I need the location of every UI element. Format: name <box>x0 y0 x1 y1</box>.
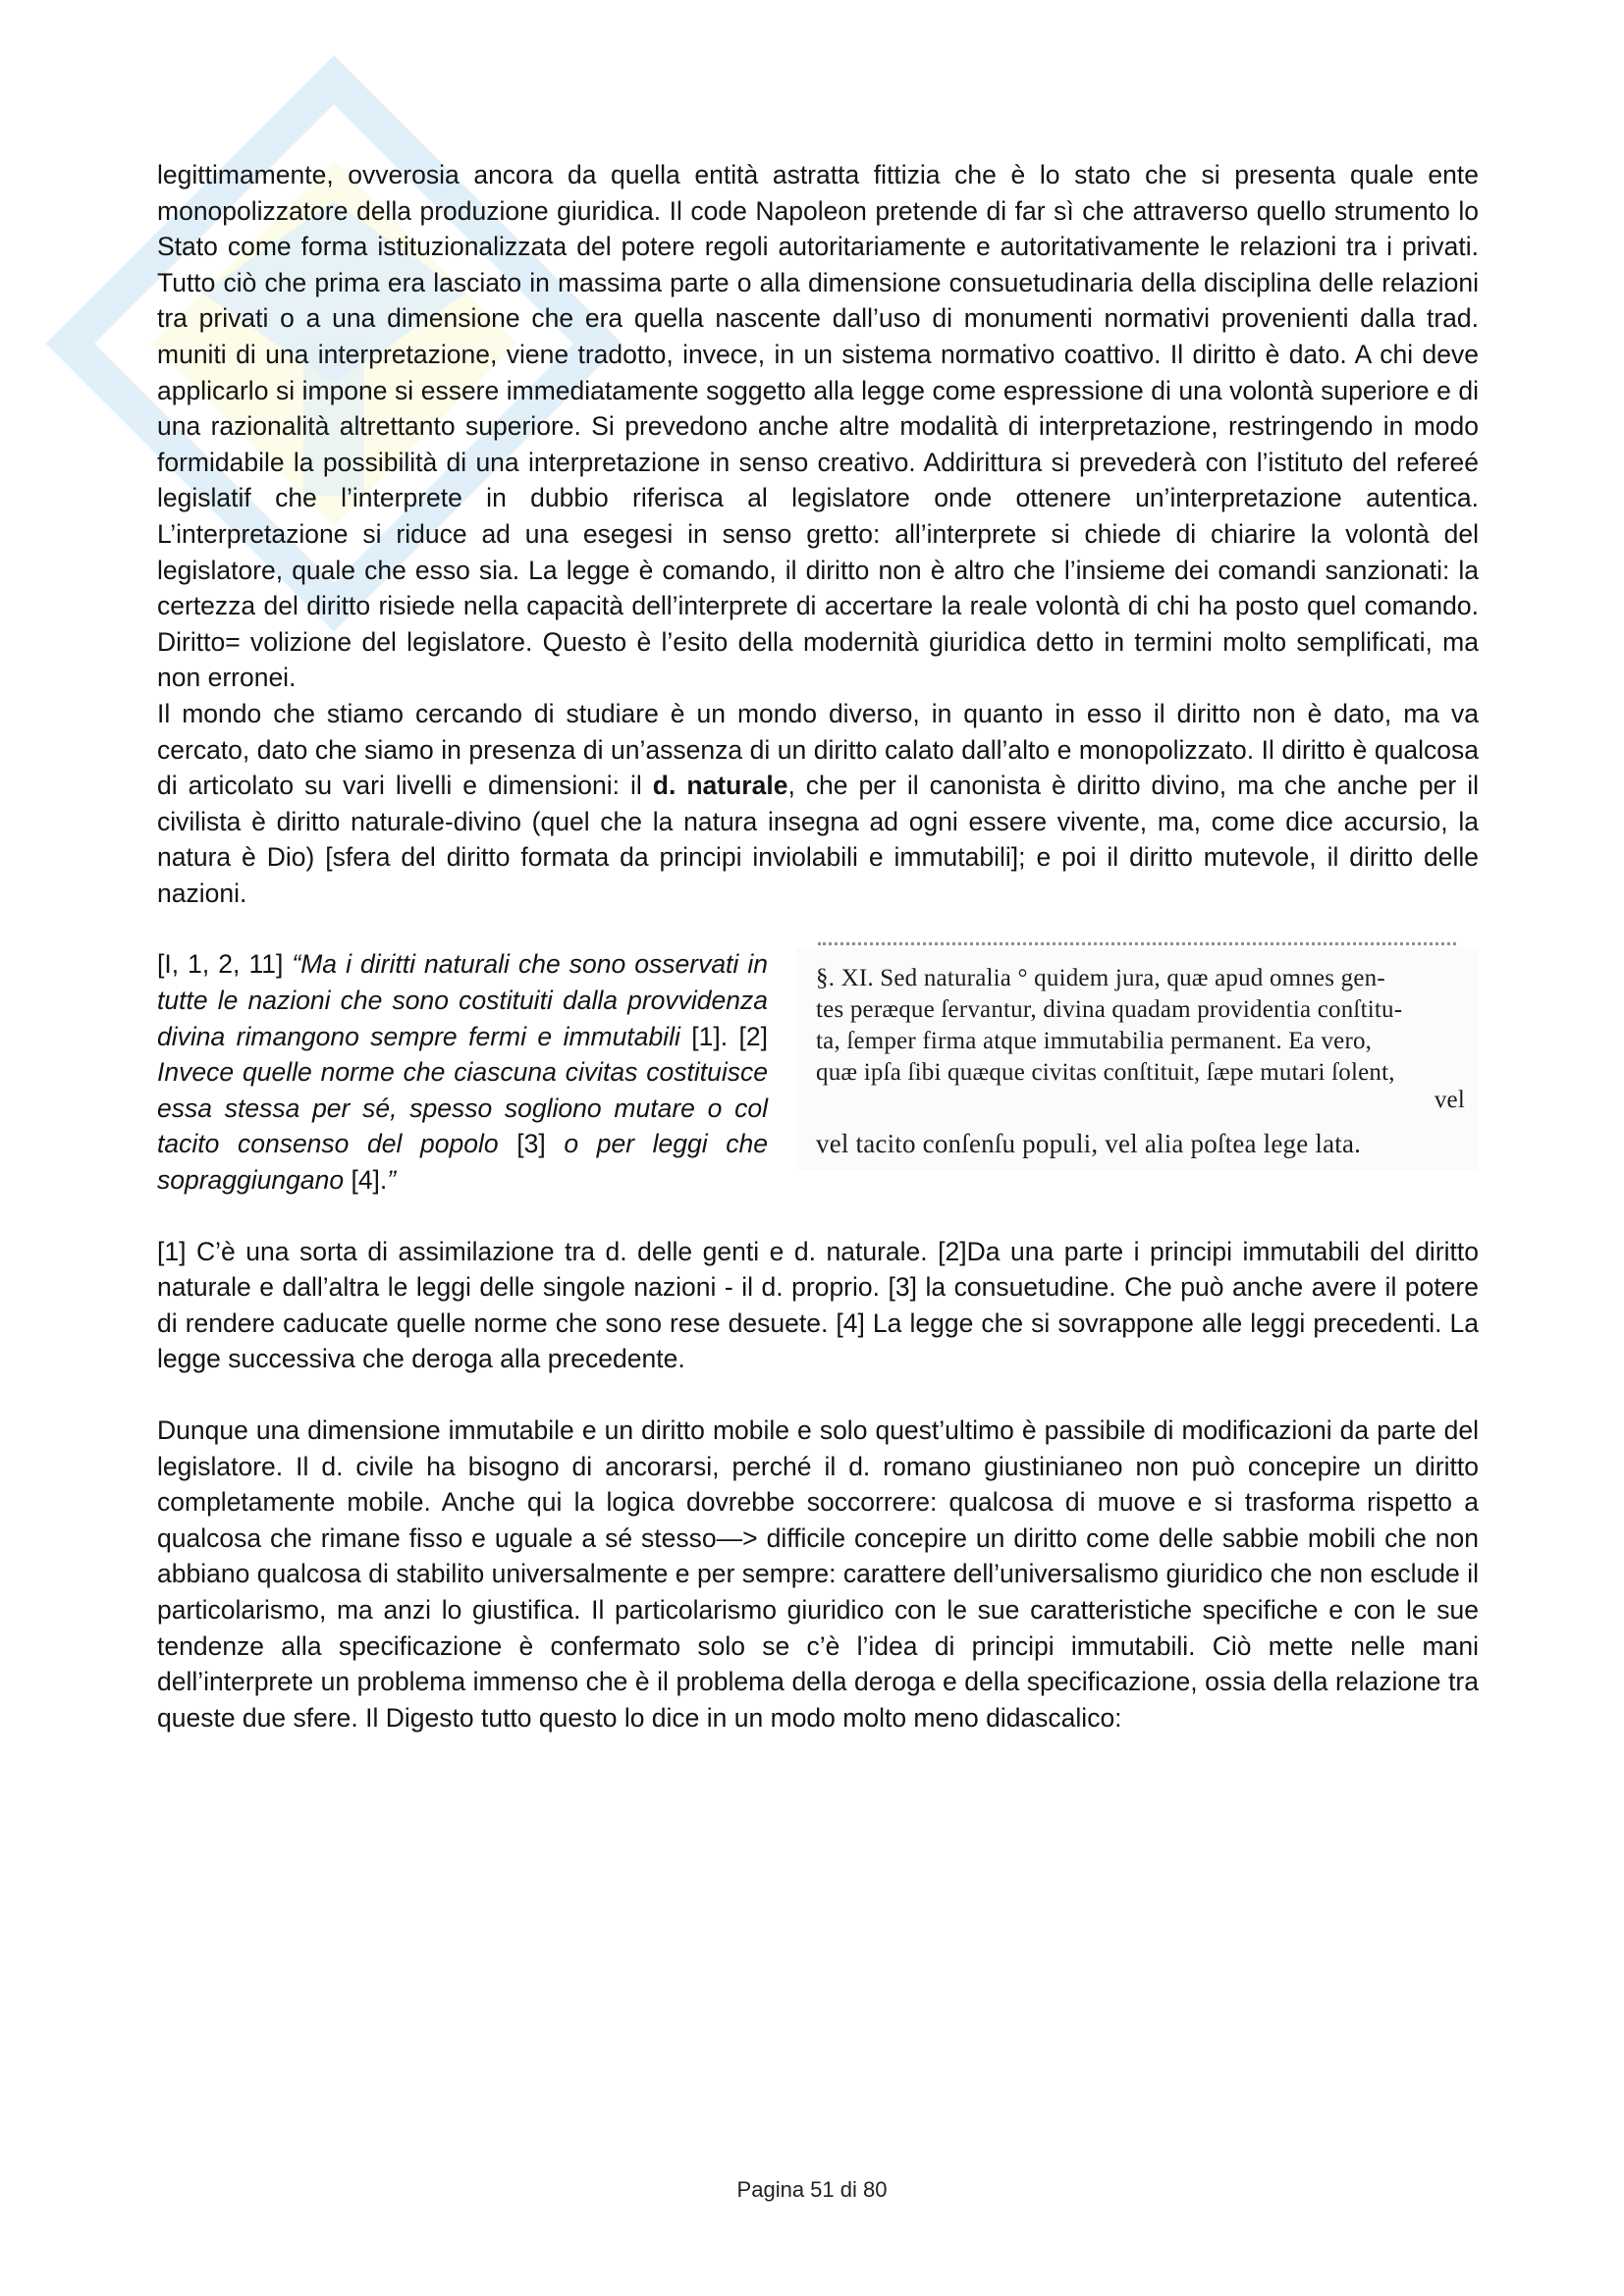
latin-line-3: ta, ſemper firma atque immutabilia permanent. Ea vero, <box>816 1028 1373 1055</box>
scan-top-marks <box>818 942 1456 955</box>
quote-part-3: o per leggi che sopraggiungano <box>157 1129 769 1196</box>
quote-part-2: Invece quelle norme che ciascuna civitas costituisce essa stessa per sé, spesso sogliono mutare o col tacito consenso del popolo <box>157 1057 768 1159</box>
paragraph-1: legittimamente, ovverosia ancora da quella entità astratta fittizia che è lo stato che si presenta quale ente monopolizzatore della produzione giuridica. Il code Napoleon pretende di far sì che attraverso quello strumento lo Stato come forma istituzionalizzata del potere regoli autoritariamente e autoritativamente le relazioni tra i privati. Tutto ciò che prima era lasciato in massima parte o alla dimensione consuetudinaria della disciplina delle relazioni tra privati o a una dimensione che era quella nascente dall’uso di monumenti normativi provenienti dalla trad. muniti di una interpretazione, viene tradotto, invece, in un sistema normativo coattivo. Il diritto è dato. A chi deve applicarlo si impone si essere immediatamente soggetto alla legge come espressione di una volontà superiore e di una razionalità altrettanto superiore. Si prevedono anche altre modalità di interpretazione, restringendo in modo formidabile la possibilità di una interpretazione in senso creativo. Addirittura si prevederà con l’istituto del refereé legislatif che l’interprete in dubbio riferisca al legislatore onde ottenere un’interpretazione autentica. L’interpretazione si riduce ad una esegesi in senso gretto: all’interprete si chiede di chiarire la volontà del legislatore, quale che esso sia. La legge è comando, il diritto non è altro che l’insieme dei comandi sanzionati: la certezza del diritto risiede nella capacità dell’interprete di accertare la reale volontà di chi ha posto quel comando. Diritto= volizione del legislatore. Questo è l’esito della modernità giuridica detto in termini molto semplificati, ma non erronei. <box>157 160 1479 693</box>
quote-ref: [I, 1, 2, 11] <box>157 949 293 980</box>
latin-line-4: quæ ipſa ſibi quæque civitas conſtituit, ſæpe mutari ſolent, <box>816 1059 1395 1087</box>
latin-excerpt-image <box>796 948 1479 1170</box>
quote-marker-1: [1]. [2] <box>679 1021 768 1051</box>
quote-marker-2: [3] <box>498 1129 565 1159</box>
latin-line-5: vel <box>1434 1087 1465 1114</box>
page-content <box>157 157 1479 1735</box>
latin-line-6: vel tacito conſenſu populi, vel alia poſtea lege lata. <box>816 1129 1362 1159</box>
paragraph-2-bold-term: d. naturale <box>652 771 788 801</box>
paragraph-2 <box>157 696 1479 912</box>
page-number: Pagina 51 di 80 <box>736 2177 888 2202</box>
paragraph-spacer <box>157 1377 1479 1413</box>
latin-line-1: §. XI. Sed naturalia ° quidem jura, quæ apud omnes gen- <box>816 965 1385 992</box>
quote-marker-3: [4]. <box>344 1165 388 1196</box>
latin-line-2: tes peræque ſervantur, divina quadam providentia conſtitu- <box>816 996 1403 1024</box>
quote-translation <box>157 946 768 1198</box>
footnotes-paragraph: [1] C’è una sorta di assimilazione tra d. delle genti e d. naturale. [2]Da una parte i principi immutabili del diritto naturale e dall’altra le leggi delle singole nazioni - il d. proprio. [3] la consuetudine. Che può anche avere il potere di rendere caducate quelle norme che sono rese desuete. [4] La legge che si sovrappone alle leggi precedenti. La legge successiva che deroga alla precedente. <box>157 1236 1479 1374</box>
paragraph-2-text-b: , che per il canonista è diritto divino, ma che anche per il civilista è diritto naturale-divino (quel che la natura insegna ad ogni essere vivente, ma, come dice accursio, la natura è Dio) [sfera del diritto formata da principi inviolabili e immutabili]; e poi il diritto mutevole, il diritto delle nazioni. <box>157 771 1479 908</box>
paragraph-3: Dunque una dimensione immutabile e un diritto mobile e solo quest’ultimo è passibile di modificazioni da parte del legislatore. Il d. civile ha bisogno di ancorarsi, perché il d. romano giustinianeo non può concepire un diritto completamente mobile. Anche qui la logica dovrebbe soccorrere: qualcosa di muove e si trasforma rispetto a qualcosa che rimane fisso e uguale a sé stesso—> difficile concepire un diritto come delle sabbie mobili che non abbiano qualcosa di stabilito universalmente e per sempre: carattere dell’universalismo giuridico che non esclude il particolarismo, ma anzi lo giustifica. Il particolarismo giuridico con le sue caratteristiche specifiche e con le sue tendenze alla specificazione è confermato solo se c’è l’idea di principi immutabili. Ciò mette nelle mani dell’interprete un problema immenso che è il problema della deroga e della specificazione, ossia della relazione tra queste due sfere. Il Digesto tutto questo lo dice in un modo molto meno didascalico: <box>157 1415 1479 1733</box>
paragraph-2-text-a: Il mondo che stiamo cercando di studiare è un mondo diverso, in quanto in esso il diritto non è dato, ma va cercato, dato che siamo in presenza di un’assenza di un diritto calato dall’alto e monopolizzato. Il diritto è qualcosa di articolato su vari livelli e dimensioni: il <box>157 698 1479 801</box>
quote-block <box>157 946 1479 1198</box>
quote-part-1: “Ma i diritti naturali che sono osservati in tutte le nazioni che sono costituiti dalla provvidenza divina rimangono sempre fermi e immutabili <box>157 949 768 1051</box>
quote-close: ” <box>387 1165 397 1196</box>
